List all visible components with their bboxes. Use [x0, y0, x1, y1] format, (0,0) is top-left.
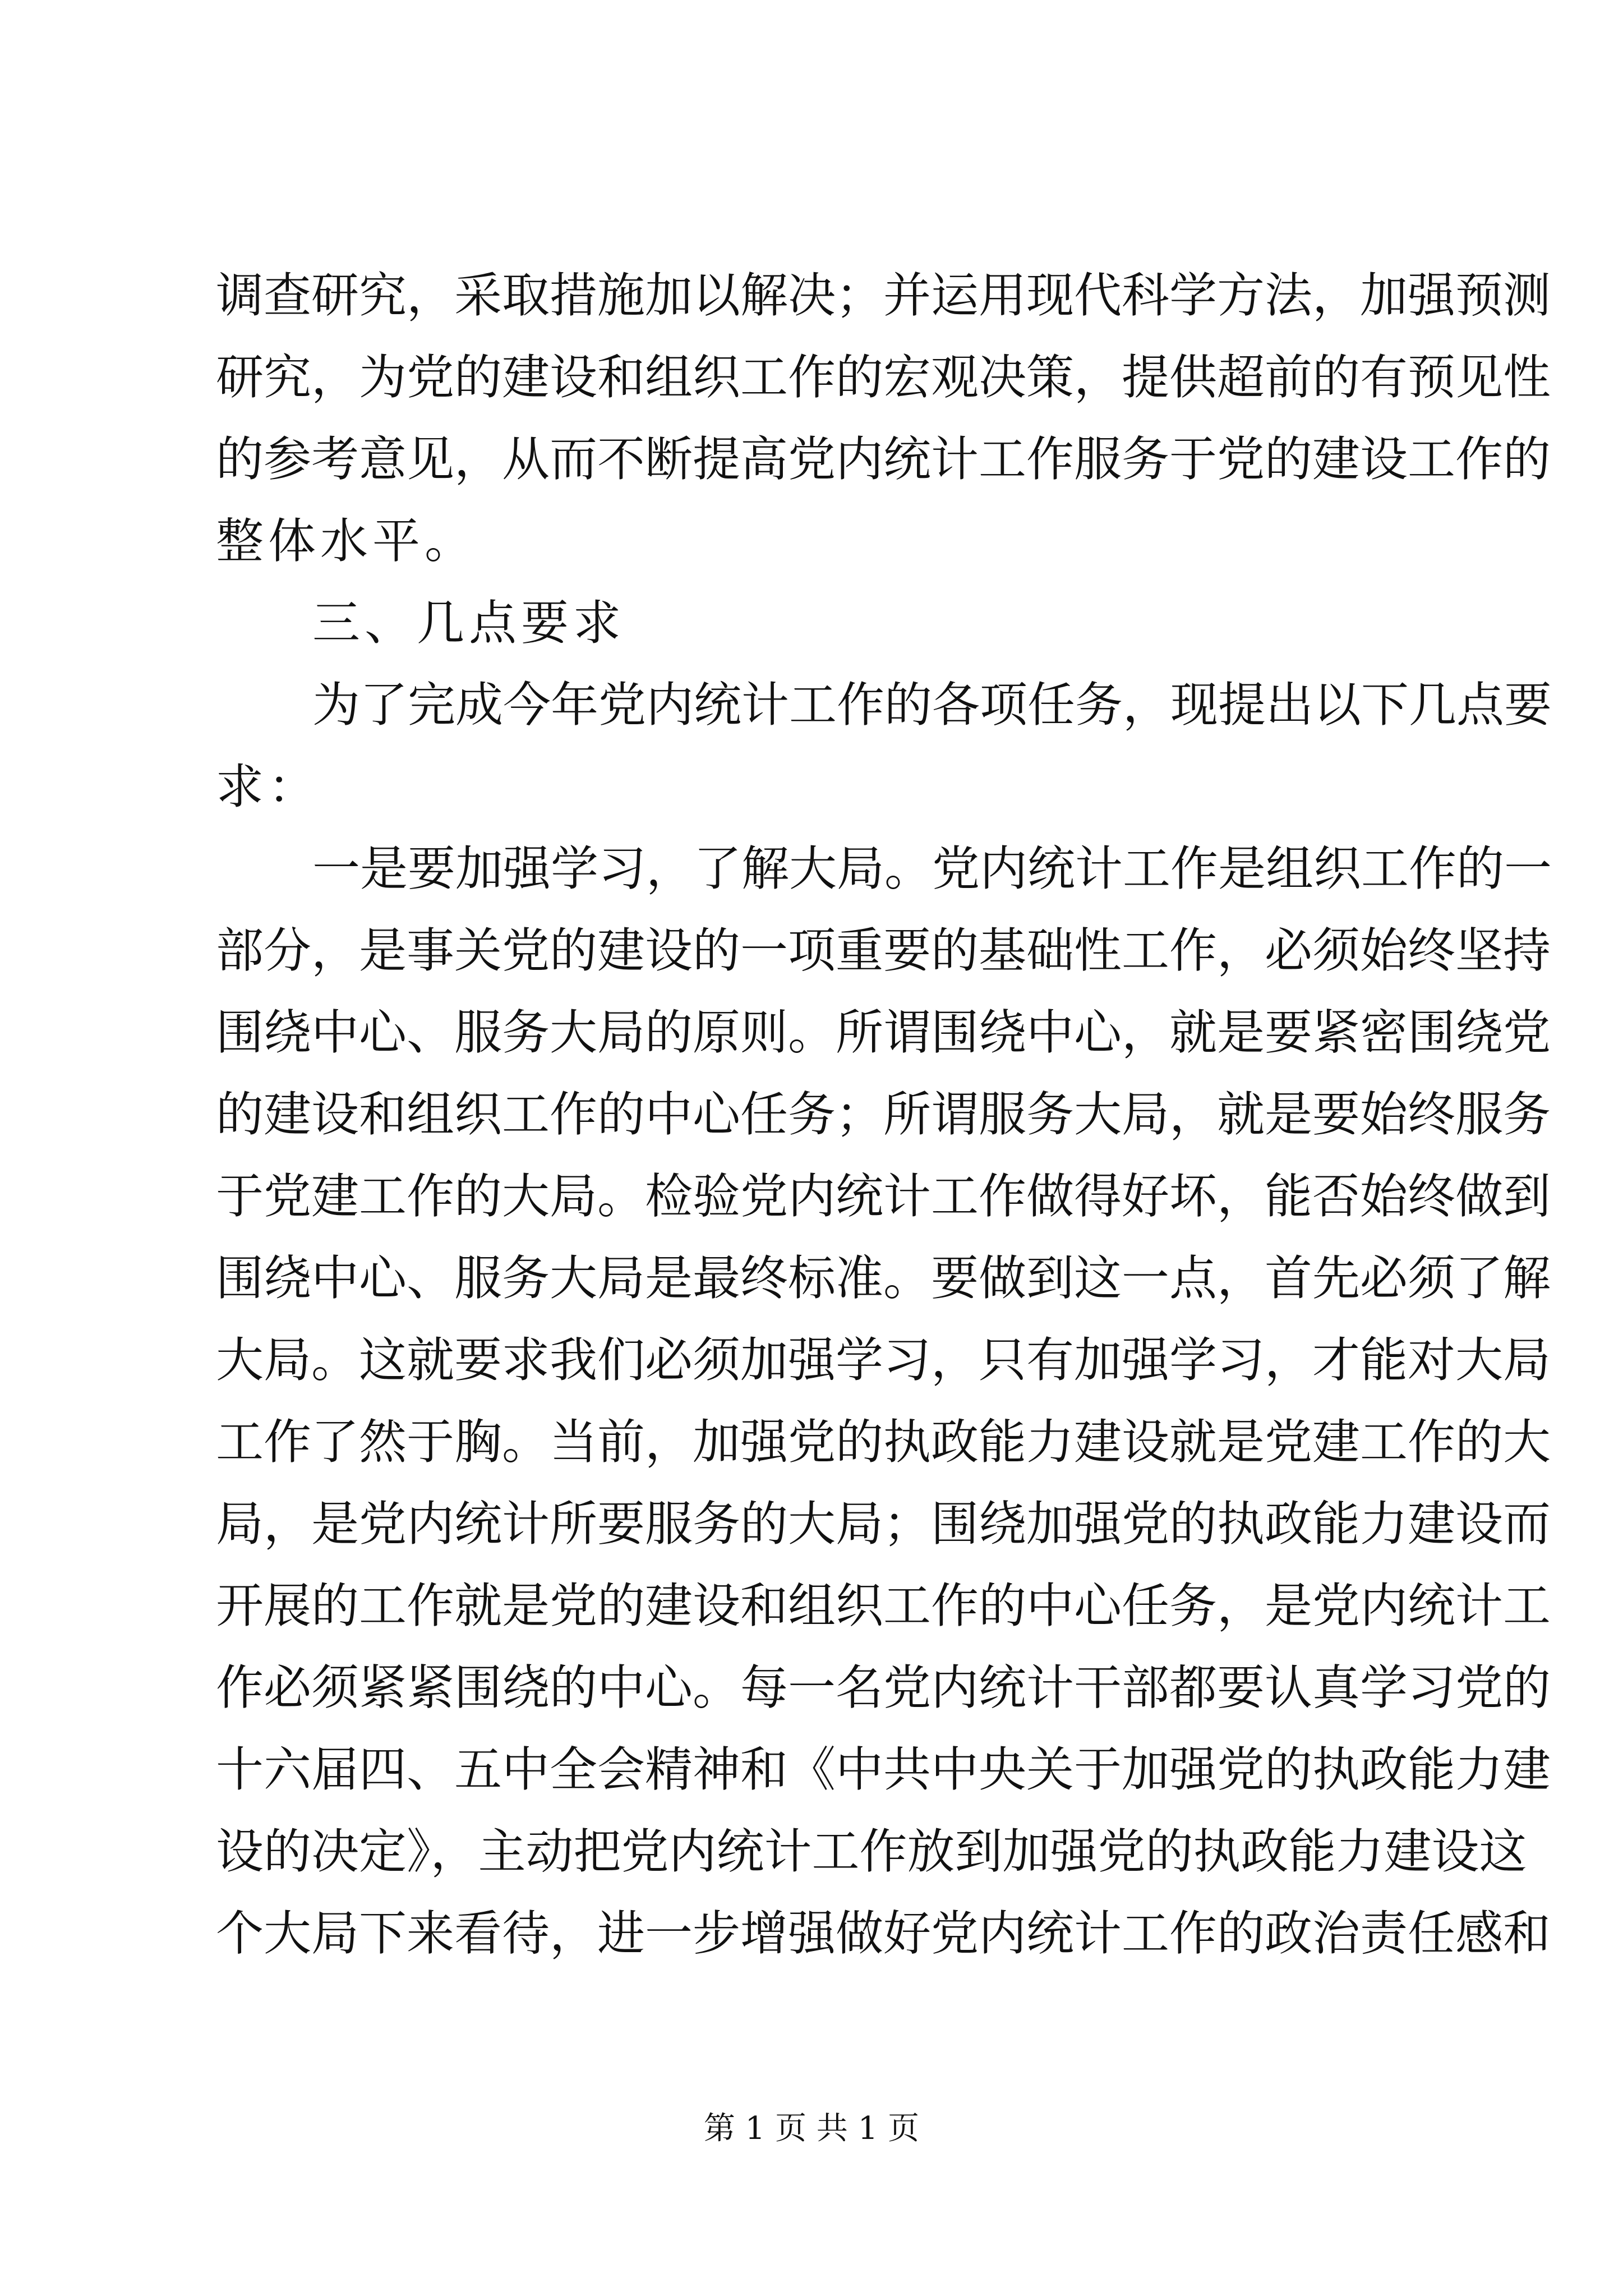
page-number-label: 第 1 页 共 1 页	[703, 2110, 920, 2147]
text-line: 整体水平。	[216, 514, 477, 569]
text-line: 研究，为党的建设和组织工作的宏观决策，提供超前的有预见性	[216, 350, 1551, 406]
document-body	[216, 255, 1552, 1975]
text-line: 围绕中心、服务大局的原则。所谓围绕中心，就是要紧密围绕党	[216, 1005, 1551, 1061]
page-footer	[0, 2106, 1623, 2151]
text-line: 围绕中心、服务大局是最终标准。要做到这一点，首先必须了解	[216, 1251, 1551, 1306]
text-line: 于党建工作的大局。检验党内统计工作做得好坏，能否始终做到	[216, 1169, 1551, 1225]
text-line: 局，是党内统计所要服务的大局；围绕加强党的执政能力建设而	[216, 1497, 1551, 1552]
text-line: 开展的工作就是党的建设和组织工作的中心任务，是党内统计工	[216, 1579, 1551, 1634]
text-line: 的建设和组织工作的中心任务；所谓服务大局，就是要始终服务	[216, 1087, 1551, 1143]
section-heading: 三、几点要求	[312, 596, 626, 651]
text-line: 调查研究，采取措施加以解决；并运用现代科学方法，加强预测	[216, 268, 1551, 324]
text-line: 为了完成今年党内统计工作的各项任务，现提出以下几点要	[312, 678, 1552, 733]
text-line: 十六届四、五中全会精神和《中共中央关于加强党的执政能力建	[216, 1742, 1551, 1798]
text-line: 设的决定》，主动把党内统计工作放到加强党的执政能力建设这	[216, 1824, 1527, 1880]
text-line: 个大局下来看待，进一步增强做好党内统计工作的政治责任感和	[216, 1906, 1551, 1962]
text-line: 大局。这就要求我们必须加强学习，只有加强学习，才能对大局	[216, 1333, 1551, 1388]
text-line: 部分，是事关党的建设的一项重要的基础性工作，必须始终坚持	[216, 923, 1551, 979]
text-line: 工作了然于胸。当前，加强党的执政能力建设就是党建工作的大	[216, 1415, 1551, 1470]
text-line: 一是要加强学习，了解大局。党内统计工作是组织工作的一	[312, 841, 1552, 897]
text-line: 作必须紧紧围绕的中心。每一名党内统计干部都要认真学习党的	[216, 1660, 1551, 1716]
text-line: 求：	[216, 760, 321, 815]
text-line: 的参考意见，从而不断提高党内统计工作服务于党的建设工作的	[216, 432, 1551, 487]
